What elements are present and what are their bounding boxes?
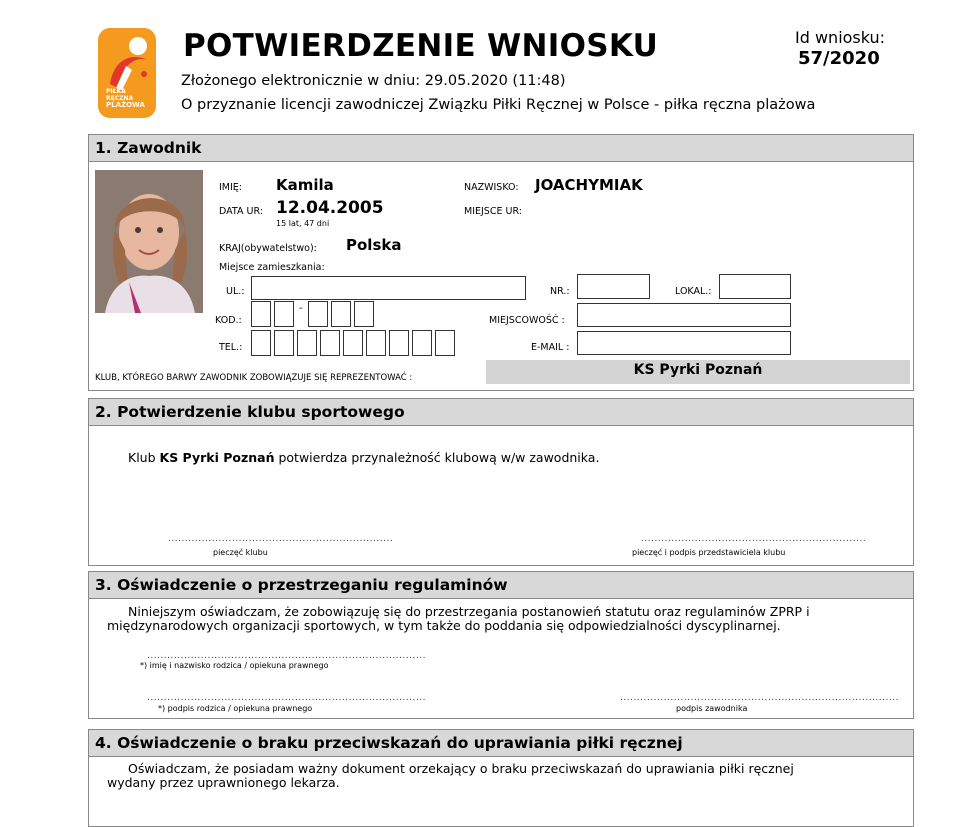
section-4-header — [88, 729, 914, 757]
email-label: E-MAIL : — [531, 342, 570, 353]
postal-digit-cell[interactable] — [331, 301, 351, 327]
phone-label: TEL.: — [219, 342, 243, 353]
phone-digit-cell[interactable] — [274, 330, 294, 356]
parent-signature-label: *) podpis rodzica / opiekuna prawnego — [158, 704, 313, 713]
parent-name-label: *) imię i nazwisko rodzica / opiekuna prawnego — [140, 661, 329, 670]
phone-digit-cell[interactable] — [389, 330, 409, 356]
phone-digit-cell[interactable] — [435, 330, 455, 356]
phone-digit-cell[interactable] — [251, 330, 271, 356]
phone-digit-cell[interactable] — [343, 330, 363, 356]
regulations-text-line1: Niniejszym oświadczam, że zobowiązuję się do przestrzegania postanowień statutu oraz regulaminów ZPRP i — [128, 604, 810, 619]
application-id-value: 57/2020 — [798, 48, 880, 69]
player-age: 15 lat, 47 dni — [276, 219, 330, 228]
section-1-title: 1. Zawodnik — [95, 139, 202, 157]
section-2-body — [88, 426, 914, 566]
logo-text-2: RĘCZNA — [106, 95, 134, 102]
section-2-header — [88, 398, 914, 426]
last-name-value: JOACHYMIAK — [535, 176, 643, 194]
section-2-title: 2. Potwierdzenie klubu sportowego — [95, 403, 405, 421]
club-name-bar: KS Pyrki Poznań — [486, 360, 910, 384]
birthplace-label: MIEJSCE UR: — [464, 206, 522, 217]
player-signature-line: ................................................................................... — [620, 693, 899, 703]
club-confirmation-club: KS Pyrki Poznań — [159, 450, 275, 465]
street-label: UL.: — [226, 286, 245, 297]
street-field[interactable] — [251, 276, 526, 300]
apartment-field[interactable] — [719, 274, 791, 299]
residence-label: Miejsce zamieszkania: — [219, 262, 325, 273]
club-rep-signature-label: pieczęć i podpis przedstawiciela klubu — [632, 548, 786, 557]
first-name-label: IMIĘ: — [219, 182, 243, 193]
birth-date-label: DATA UR: — [219, 206, 263, 217]
club-stamp-line: ................................................................... — [168, 534, 394, 544]
parent-signature-line: ................................................................................... — [147, 693, 426, 703]
phone-digit-cell[interactable] — [366, 330, 386, 356]
section-3-title: 3. Oświadczenie o przestrzeganiu regulaminów — [95, 576, 508, 594]
city-field[interactable] — [577, 303, 791, 327]
first-name-value: Kamila — [276, 176, 334, 194]
beach-handball-logo — [96, 26, 158, 122]
phone-digit-cell[interactable] — [297, 330, 317, 356]
postal-digit-cell[interactable] — [308, 301, 328, 327]
club-confirmation-suffix: potwierdza przynależność klubową w/w zawodnika. — [274, 450, 600, 465]
city-label: MIEJSCOWOŚĆ : — [489, 315, 565, 326]
nr-label: NR.: — [550, 286, 570, 297]
country-value: Polska — [346, 236, 402, 254]
birth-date-value: 12.04.2005 — [276, 198, 384, 218]
application-id-label: Id wniosku: — [795, 28, 886, 47]
apartment-label: LOKAL.: — [675, 286, 712, 297]
email-field[interactable] — [577, 331, 791, 355]
section-4-title: 4. Oświadczenie o braku przeciwskazań do uprawiania piłki ręcznej — [95, 734, 683, 752]
regulations-text-line2: międzynarodowych organizacji sportowych, w tym także do poddania się odpowiedzialności dyscyplinarnej. — [107, 618, 781, 633]
logo-text-1: PIŁKA — [106, 88, 126, 95]
postal-digit-cell[interactable] — [274, 301, 294, 327]
postal-digit-cell[interactable] — [251, 301, 271, 327]
parent-name-line: ................................................................................... — [147, 651, 426, 661]
section-3-header — [88, 571, 914, 599]
submission-date: Złożonego elektronicznie w dniu: 29.05.2020 (11:48) — [181, 73, 566, 89]
player-photo — [95, 170, 203, 313]
postal-digit-cell[interactable] — [354, 301, 374, 327]
phone-digit-cell[interactable] — [412, 330, 432, 356]
player-signature-label: podpis zawodnika — [676, 704, 748, 713]
last-name-label: NAZWISKO: — [464, 182, 519, 193]
phone-digit-cell[interactable] — [320, 330, 340, 356]
document-title: POTWIERDZENIE WNIOSKU — [183, 28, 659, 64]
house-number-field[interactable] — [577, 274, 650, 299]
club-represent-label: KLUB, KTÓREGO BARWY ZAWODNIK ZOBOWIĄZUJE SIĘ REPREZENTOWAĆ : — [95, 373, 413, 383]
medical-text-line1: Oświadczam, że posiadam ważny dokument orzekający o braku przeciwskazań do uprawiania piłki ręcznej — [128, 761, 794, 776]
medical-text-line2: wydany przez uprawnionego lekarza. — [107, 775, 340, 790]
club-stamp-label: pieczęć klubu — [213, 548, 268, 557]
section-1-header — [88, 134, 914, 162]
club-confirmation-text — [128, 451, 599, 465]
logo-text-3: PLAŻOWA — [106, 101, 145, 109]
postal-code-label: KOD.: — [215, 315, 242, 326]
club-rep-signature-line: ................................................................... — [641, 534, 867, 544]
application-purpose: O przyznanie licencji zawodniczej Związku Piłki Ręcznej w Polsce - piłka ręczna plażowa — [181, 97, 816, 113]
country-label: KRAJ(obywatelstwo): — [219, 243, 317, 254]
club-confirmation-prefix: Klub — [128, 450, 160, 465]
postal-dash: - — [299, 303, 303, 314]
